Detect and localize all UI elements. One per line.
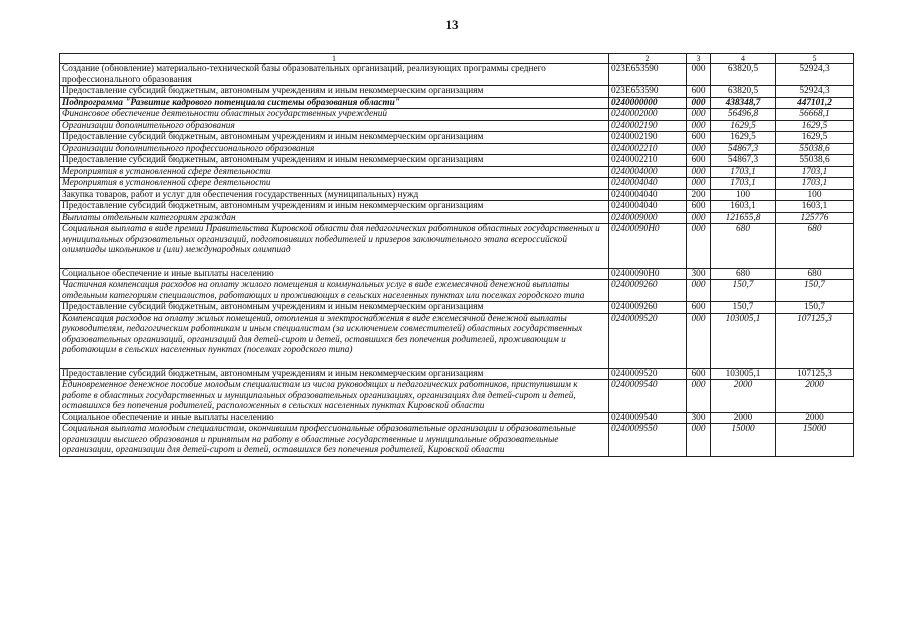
- expense-name-cell: Закупка товаров, работ и услуг для обеспечения государственных (муниципальных) нужд: [60, 189, 609, 201]
- amount-year2-cell: 52924,3: [776, 64, 854, 86]
- expense-name-cell: Организации дополнительного профессионального образования: [60, 143, 609, 155]
- target-code-cell: 023E653590: [609, 64, 687, 86]
- table-row: [60, 201, 854, 213]
- amount-year2-cell: 2000: [776, 412, 854, 424]
- expense-name-cell: Финансовое обеспечение деятельности областных государственных учреждений: [60, 109, 609, 121]
- amount-year2-cell: 107125,3: [776, 313, 854, 368]
- column-number: 4: [711, 54, 776, 64]
- target-code-cell: 0240009260: [609, 280, 687, 302]
- amount-year1-cell: 680: [711, 224, 776, 269]
- amount-year2-cell: 1703,1: [776, 166, 854, 178]
- target-code-cell: 0240004000: [609, 166, 687, 178]
- amount-year2-cell: 447101,2: [776, 97, 854, 109]
- amount-year2-cell: 1703,1: [776, 178, 854, 190]
- table-row: [60, 380, 854, 413]
- expense-type-cell: 000: [687, 380, 711, 413]
- amount-year2-cell: 150,7: [776, 280, 854, 302]
- expense-name-cell: Единовременное денежное пособие молодым специалистам из числа руководящих и педагогических работников, приступившим к работе в областных государственных и муниципальных образовательных организациях, организациях для детей-сирот и детей, оставшихся без попечения родителей, расположенных в сельских населенных пунктах Кировской области: [60, 380, 609, 413]
- expense-type-cell: 000: [687, 143, 711, 155]
- amount-year1-cell: 2000: [711, 412, 776, 424]
- expense-name-cell: Социальное обеспечение и иные выплаты населению: [60, 412, 609, 424]
- expense-type-cell: 600: [687, 201, 711, 213]
- table-row: [60, 189, 854, 201]
- target-code-cell: 0240002210: [609, 155, 687, 167]
- expense-name-cell: Создание (обновление) материально-технической базы образовательных организаций, реализующих программы среднего профессионального образования: [60, 64, 609, 86]
- expense-name-cell: Выплаты отдельным категориям граждан: [60, 212, 609, 224]
- amount-year1-cell: 63820,5: [711, 64, 776, 86]
- column-number: 5: [776, 54, 854, 64]
- amount-year1-cell: 54867,3: [711, 155, 776, 167]
- amount-year2-cell: 680: [776, 268, 854, 280]
- expense-type-cell: 600: [687, 302, 711, 314]
- target-code-cell: 023E653590: [609, 86, 687, 98]
- target-code-cell: 0240009000: [609, 212, 687, 224]
- target-code-cell: 0240000000: [609, 97, 687, 109]
- target-code-cell: 0240002190: [609, 120, 687, 132]
- expense-type-cell: 600: [687, 368, 711, 380]
- expense-name-cell: Частичная компенсация расходов на оплату жилого помещения и коммунальных услуг в виде ежемесячной денежной выплаты отдельным категориям специалистов, работающих и проживающих в сельских населенных пунктах или поселках городского типа: [60, 280, 609, 302]
- expense-type-cell: 000: [687, 424, 711, 457]
- amount-year1-cell: 103005,1: [711, 313, 776, 368]
- expense-name-cell: Подпрограмма "Развитие кадрового потенциала системы образования области": [60, 97, 609, 109]
- amount-year1-cell: 56496,8: [711, 109, 776, 121]
- column-number: 2: [609, 54, 687, 64]
- target-code-cell: 0240002210: [609, 143, 687, 155]
- amount-year1-cell: 150,7: [711, 280, 776, 302]
- table-row: [60, 120, 854, 132]
- amount-year2-cell: 56668,1: [776, 109, 854, 121]
- expense-name-cell: Компенсация расходов на оплату жилых помещений, отопления и электроснабжения в виде ежемесячной денежной выплаты руководителям, педагогическим работникам и иным специалистам (за исключением совместителей) областных государственных образовательных организаций, организаций для детей-сирот и детей, оставшихся без попечения родителей, проживающим и работающим в сельских населенных пунктах (поселках городского типа): [60, 313, 609, 368]
- target-code-cell: 0240009540: [609, 380, 687, 413]
- amount-year2-cell: 100: [776, 189, 854, 201]
- amount-year1-cell: 438348,7: [711, 97, 776, 109]
- amount-year2-cell: 1603,1: [776, 201, 854, 213]
- amount-year1-cell: 103005,1: [711, 368, 776, 380]
- expense-name-cell: Социальная выплата в виде премии Правительства Кировской области для педагогических работников областных государственных и муниципальных образовательных организаций, подготовивших победителей и призеров заключительного этапа всероссийской олимпиады школьников и (или) международных олимпиад: [60, 224, 609, 269]
- target-code-cell: 0240009550: [609, 424, 687, 457]
- table-row: [60, 155, 854, 167]
- table-row: [60, 86, 854, 98]
- amount-year1-cell: 121655,8: [711, 212, 776, 224]
- target-code-cell: 0240004040: [609, 178, 687, 190]
- amount-year2-cell: 107125,3: [776, 368, 854, 380]
- expense-type-cell: 200: [687, 189, 711, 201]
- target-code-cell: 02400090Н0: [609, 268, 687, 280]
- table-row: [60, 224, 854, 269]
- amount-year2-cell: 15000: [776, 424, 854, 457]
- amount-year2-cell: 150,7: [776, 302, 854, 314]
- expense-name-cell: Предоставление субсидий бюджетным, автономным учреждениям и иным некоммерческим организациям: [60, 155, 609, 167]
- amount-year1-cell: 1629,5: [711, 120, 776, 132]
- expense-name-cell: Мероприятия в установленной сфере деятельности: [60, 178, 609, 190]
- column-number: 1: [60, 54, 609, 64]
- table-row: [60, 64, 854, 86]
- amount-year2-cell: 55038,6: [776, 143, 854, 155]
- expense-name-cell: Мероприятия в установленной сфере деятельности: [60, 166, 609, 178]
- table-row: [60, 132, 854, 144]
- table-row: [60, 268, 854, 280]
- expense-type-cell: 000: [687, 97, 711, 109]
- expense-type-cell: 000: [687, 120, 711, 132]
- amount-year1-cell: 680: [711, 268, 776, 280]
- table-row: [60, 412, 854, 424]
- amount-year1-cell: 100: [711, 189, 776, 201]
- expense-type-cell: 000: [687, 313, 711, 368]
- target-code-cell: 0240002190: [609, 132, 687, 144]
- target-code-cell: 0240009540: [609, 412, 687, 424]
- table-row: [60, 178, 854, 190]
- expense-name-cell: Социальная выплата молодым специалистам, окончившим профессиональные образовательные организации и образовательные организации высшего образования и принятым на работу в областные государственные и муниципальные образовательные организации, организации для детей-сирот и детей, оставшихся без попечения родителей, Кировской области: [60, 424, 609, 457]
- expense-name-cell: Социальное обеспечение и иные выплаты населению: [60, 268, 609, 280]
- amount-year1-cell: 1603,1: [711, 201, 776, 213]
- target-code-cell: 0240009520: [609, 313, 687, 368]
- expense-name-cell: Предоставление субсидий бюджетным, автономным учреждениям и иным некоммерческим организациям: [60, 132, 609, 144]
- expense-name-cell: Предоставление субсидий бюджетным, автономным учреждениям и иным некоммерческим организациям: [60, 201, 609, 213]
- amount-year2-cell: 1629,5: [776, 120, 854, 132]
- amount-year1-cell: 1629,5: [711, 132, 776, 144]
- target-code-cell: 0240004040: [609, 189, 687, 201]
- table-row: [60, 280, 854, 302]
- budget-table: [59, 53, 854, 457]
- table-row: [60, 166, 854, 178]
- target-code-cell: 02400090Н0: [609, 224, 687, 269]
- expense-type-cell: 000: [687, 212, 711, 224]
- expense-type-cell: 300: [687, 412, 711, 424]
- expense-type-cell: 000: [687, 280, 711, 302]
- expense-type-cell: 600: [687, 155, 711, 167]
- expense-name-cell: Предоставление субсидий бюджетным, автономным учреждениям и иным некоммерческим организациям: [60, 302, 609, 314]
- expense-type-cell: 300: [687, 268, 711, 280]
- target-code-cell: 0240009520: [609, 368, 687, 380]
- amount-year1-cell: 150,7: [711, 302, 776, 314]
- table-row: [60, 424, 854, 457]
- expense-name-cell: Организации дополнительного образования: [60, 120, 609, 132]
- amount-year2-cell: 1629,5: [776, 132, 854, 144]
- table-row: [60, 97, 854, 109]
- amount-year2-cell: 125776: [776, 212, 854, 224]
- target-code-cell: 0240002000: [609, 109, 687, 121]
- expense-name-cell: Предоставление субсидий бюджетным, автономным учреждениям и иным некоммерческим организациям: [60, 86, 609, 98]
- amount-year1-cell: 1703,1: [711, 178, 776, 190]
- expense-type-cell: 000: [687, 109, 711, 121]
- target-code-cell: 0240004040: [609, 201, 687, 213]
- expense-name-cell: Предоставление субсидий бюджетным, автономным учреждениям и иным некоммерческим организациям: [60, 368, 609, 380]
- table-row: [60, 109, 854, 121]
- amount-year1-cell: 54867,3: [711, 143, 776, 155]
- amount-year2-cell: 55038,6: [776, 155, 854, 167]
- amount-year2-cell: 52924,3: [776, 86, 854, 98]
- table-row: [60, 368, 854, 380]
- expense-type-cell: 000: [687, 64, 711, 86]
- amount-year1-cell: 63820,5: [711, 86, 776, 98]
- page-number: 13: [445, 17, 459, 32]
- amount-year1-cell: 15000: [711, 424, 776, 457]
- amount-year2-cell: 2000: [776, 380, 854, 413]
- expense-type-cell: 000: [687, 224, 711, 269]
- expense-type-cell: 000: [687, 166, 711, 178]
- expense-type-cell: 600: [687, 86, 711, 98]
- column-number: 3: [687, 54, 711, 64]
- table-row: [60, 313, 854, 368]
- amount-year1-cell: 2000: [711, 380, 776, 413]
- table-row: [60, 143, 854, 155]
- column-number-row: [60, 54, 854, 64]
- amount-year2-cell: 680: [776, 224, 854, 269]
- table-row: [60, 212, 854, 224]
- table-row: [60, 302, 854, 314]
- target-code-cell: 0240009260: [609, 302, 687, 314]
- amount-year1-cell: 1703,1: [711, 166, 776, 178]
- expense-type-cell: 000: [687, 178, 711, 190]
- expense-type-cell: 600: [687, 132, 711, 144]
